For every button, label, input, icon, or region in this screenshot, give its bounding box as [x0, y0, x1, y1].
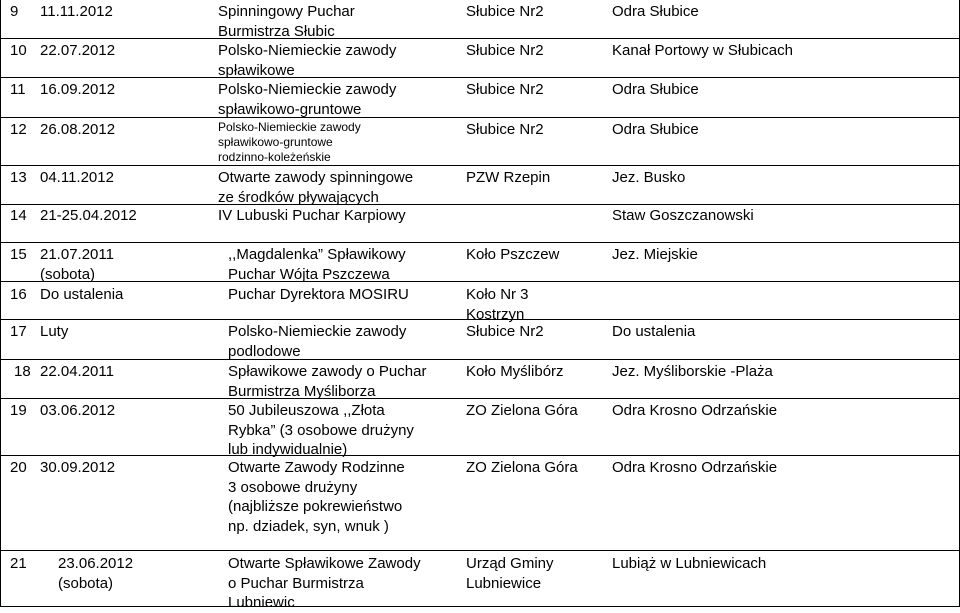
date-line: 03.06.2012: [40, 402, 116, 419]
cell-no: 14: [10, 207, 27, 224]
cell-location: [612, 245, 698, 265]
cell-date: [58, 554, 133, 593]
cell-no: 15: [10, 246, 27, 263]
row-divider: [0, 359, 960, 360]
location-line: Odra Słubice: [612, 81, 699, 98]
date-line: 26.08.2012: [40, 121, 116, 138]
date-line: 04.11.2012: [40, 169, 114, 186]
organizer-line: ZO Zielona Góra: [466, 402, 578, 419]
cell-no: 10: [10, 42, 27, 59]
cell-title: [228, 285, 409, 305]
row-divider: [0, 455, 960, 456]
title-line: Otwarte zawody spinningowe: [218, 169, 414, 186]
organizer-line: Słubice Nr2: [466, 42, 544, 59]
cell-location: [612, 206, 754, 226]
location-line: Jez. Myśliborskie -Plaża: [612, 363, 773, 380]
cell-no: 16: [10, 286, 27, 303]
title-line: Polsko-Niemieckie zawody: [218, 81, 397, 98]
cell-no: 19: [10, 402, 27, 419]
title-line: Polsko-Niemieckie zawody: [228, 323, 407, 340]
date-line: 16.09.2012: [40, 81, 116, 98]
title-line: np. dziadek, syn, wnuk ): [228, 517, 389, 535]
location-line: Do ustalenia: [612, 323, 696, 340]
cell-location: [612, 168, 685, 188]
title-line: lub indywidualnie): [228, 441, 348, 458]
cell-date: [40, 41, 115, 61]
title-line: Otwarte Zawody Rodzinne: [228, 459, 405, 476]
cell-date: [40, 401, 115, 421]
cell-organizer: [466, 245, 559, 265]
cell-title: [228, 322, 406, 361]
organizer-line: Słubice Nr2: [466, 3, 544, 20]
row-divider: [0, 606, 960, 607]
row-divider: [0, 398, 960, 399]
title-line: Spławikowe zawody o Puchar: [228, 363, 427, 380]
cell-date: [40, 322, 68, 342]
organizer-line: PZW Rzepin: [466, 169, 551, 186]
cell-date: [40, 245, 114, 284]
title-line: Otwarte Spławikowe Zawody: [228, 555, 421, 572]
cell-organizer: [466, 168, 550, 188]
cell-date: [40, 2, 113, 22]
cell-title: [228, 458, 405, 536]
cell-no: 21: [10, 555, 27, 572]
cell-title: [228, 554, 421, 613]
organizer-line: Koło Pszczew: [466, 246, 560, 263]
date-line: Luty: [40, 323, 69, 340]
organizer-line: Urząd Gminy: [466, 555, 554, 572]
table-border: [0, 0, 1, 607]
cell-location: [612, 120, 699, 140]
cell-title: [218, 120, 361, 165]
date-line: (sobota): [58, 574, 114, 592]
row-divider: [0, 38, 960, 39]
cell-organizer: [466, 458, 578, 478]
location-line: Jez. Miejskie: [612, 246, 698, 263]
cell-location: [612, 322, 695, 342]
title-line: o Puchar Burmistrza: [228, 574, 364, 592]
cell-organizer: [466, 2, 544, 22]
cell-no: 13: [10, 169, 27, 186]
title-line: Polsko-Niemieckie zawody: [218, 42, 397, 59]
cell-no: 9: [10, 3, 19, 20]
cell-organizer: [466, 554, 554, 593]
cell-location: [612, 362, 773, 382]
title-line: Spinningowy Puchar: [218, 3, 355, 20]
title-line: ,,Magdalenka” Spławikowy: [228, 246, 406, 263]
location-line: Jez. Busko: [612, 169, 686, 186]
location-line: Lubiąż w Lubniewicach: [612, 555, 767, 572]
cell-no: 11: [10, 81, 26, 98]
row-divider: [0, 165, 960, 166]
date-line: 22.07.2012: [40, 42, 116, 59]
title-line: spławikowo-gruntowe: [218, 100, 362, 118]
organizer-line: Słubice Nr2: [466, 121, 544, 138]
cell-organizer: [466, 120, 544, 140]
title-line: Lubniewic: [228, 594, 295, 611]
date-line: (sobota): [40, 265, 96, 283]
organizer-line: Koło Nr 3: [466, 286, 529, 303]
cell-organizer: [466, 80, 544, 100]
row-divider: [0, 281, 960, 282]
cell-title: [218, 168, 413, 207]
cell-location: [612, 458, 777, 478]
title-line: Burmistrza Słubic: [218, 22, 335, 40]
cell-location: [612, 401, 777, 421]
cell-title: [228, 362, 426, 401]
cell-title: [218, 206, 406, 226]
cell-title: [218, 80, 396, 119]
row-divider: [0, 117, 960, 118]
cell-date: [40, 206, 137, 226]
cell-title: [218, 41, 396, 80]
cell-no: 18: [14, 363, 31, 380]
cell-date: [40, 168, 114, 188]
title-line: Rybka” (3 osobowe drużyny: [228, 421, 414, 439]
cell-no: 12: [10, 121, 27, 138]
row-divider: [0, 77, 960, 78]
row-divider: [0, 242, 960, 243]
row-divider: [0, 204, 960, 205]
date-line: 21-25.04.2012: [40, 207, 137, 224]
title-line: Puchar Wójta Pszczewa: [228, 265, 390, 283]
date-line: 21.07.2011: [40, 246, 114, 263]
location-line: Odra Krosno Odrzańskie: [612, 402, 778, 419]
organizer-line: Koło Myślibórz: [466, 363, 564, 380]
cell-title: [218, 2, 355, 41]
title-line: IV Lubuski Puchar Karpiowy: [218, 207, 406, 224]
cell-date: [40, 80, 115, 100]
cell-date: [40, 458, 115, 478]
organizer-line: Słubice Nr2: [466, 323, 544, 340]
row-divider: [0, 550, 960, 551]
title-line: spławikowe: [218, 61, 295, 79]
location-line: Staw Goszczanowski: [612, 207, 754, 224]
cell-date: [40, 120, 115, 140]
cell-title: [228, 245, 406, 284]
cell-date: [40, 362, 114, 382]
title-line: ze środków pływających: [218, 188, 379, 206]
title-line: 3 osobowe drużyny: [228, 478, 358, 496]
cell-organizer: [466, 41, 544, 61]
cell-organizer: [466, 362, 564, 382]
cell-organizer: [466, 401, 578, 421]
date-line: 30.09.2012: [40, 459, 116, 476]
title-line: Puchar Dyrektora MOSIRU: [228, 286, 409, 303]
organizer-line: ZO Zielona Góra: [466, 459, 578, 476]
title-line: rodzinno-koleżeńskie: [218, 150, 331, 164]
cell-title: [228, 401, 414, 460]
cell-location: [612, 41, 793, 61]
organizer-line: Lubniewice: [466, 574, 542, 592]
title-line: spławikowo-gruntowe: [218, 135, 333, 149]
location-line: Odra Krosno Odrzańskie: [612, 459, 778, 476]
title-line: Burmistrza Myśliborza: [228, 382, 376, 400]
title-line: 50 Jubileuszowa ,,Złota: [228, 402, 385, 419]
title-line: Polsko-Niemieckie zawody: [218, 120, 361, 134]
date-line: 23.06.2012: [58, 555, 134, 572]
location-line: Odra Słubice: [612, 121, 699, 138]
cell-location: [612, 2, 699, 22]
organizer-line: Kostrzyn: [466, 305, 525, 323]
cell-location: [612, 80, 699, 100]
cell-organizer: [466, 322, 544, 342]
cell-date: [40, 285, 123, 305]
date-line: Do ustalenia: [40, 286, 124, 303]
cell-no: 17: [10, 323, 27, 340]
organizer-line: Słubice Nr2: [466, 81, 544, 98]
title-line: (najbliższe pokrewieństwo: [228, 498, 403, 515]
cell-location: [612, 554, 766, 574]
date-line: 11.11.2012: [40, 3, 113, 20]
cell-no: 20: [10, 459, 27, 476]
location-line: Kanał Portowy w Słubicach: [612, 42, 793, 59]
title-line: podlodowe: [228, 342, 301, 360]
location-line: Odra Słubice: [612, 3, 699, 20]
date-line: 22.04.2011: [40, 363, 114, 380]
cell-organizer: [466, 285, 529, 324]
